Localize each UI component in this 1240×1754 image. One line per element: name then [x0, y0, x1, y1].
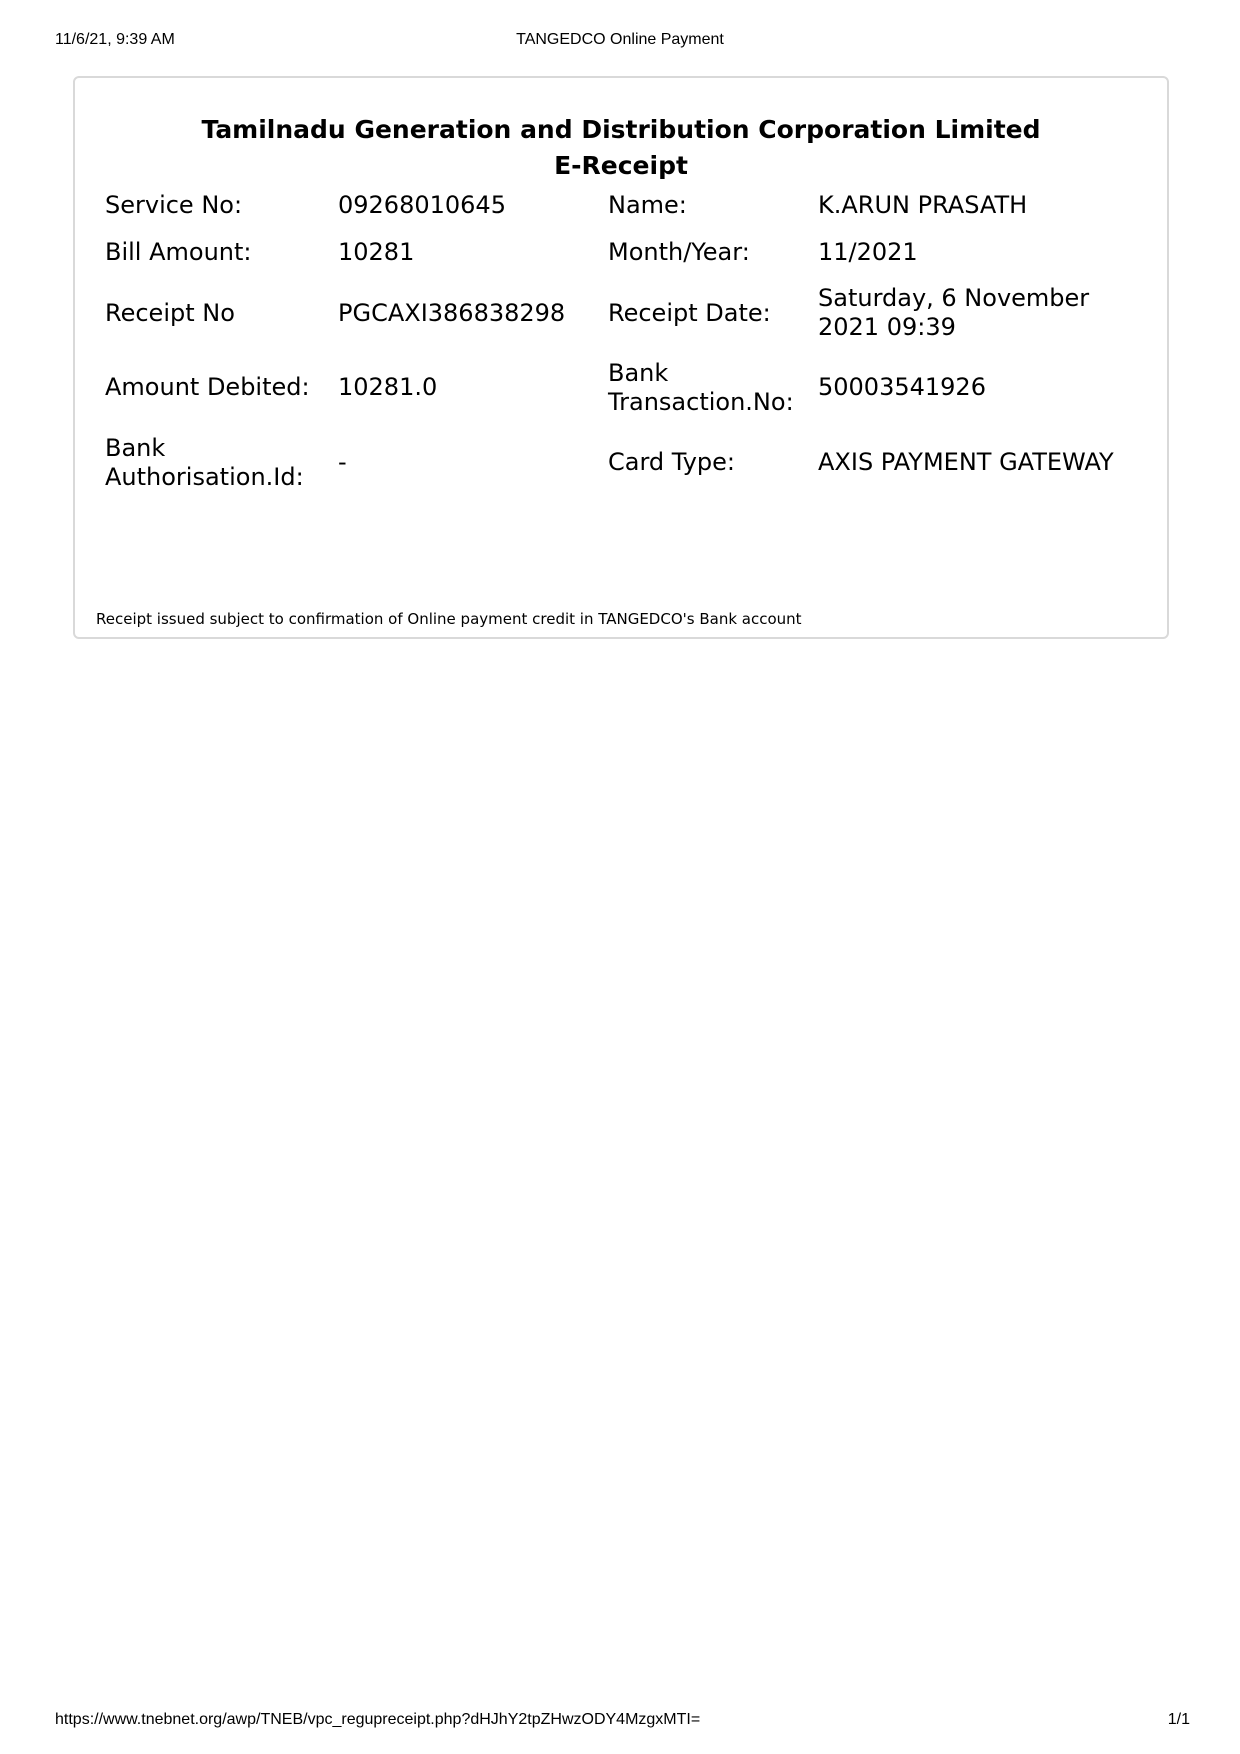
bank-transaction-no-label: Bank Transaction.No:	[608, 358, 794, 416]
print-page-title: TANGEDCO Online Payment	[516, 31, 724, 48]
table-row	[105, 350, 1145, 425]
table-row	[105, 228, 1145, 276]
amount-debited-value: 10281.0	[338, 373, 438, 401]
card-type-label: Card Type:	[608, 448, 735, 476]
bill-amount-label: Bill Amount:	[105, 237, 252, 266]
print-datetime: 11/6/21, 9:39 AM	[55, 31, 175, 48]
table-row	[105, 276, 1145, 350]
receipt-title: Tamilnadu Generation and Distribution Corporation Limited	[201, 115, 1041, 144]
receipt-date-label: Receipt Date:	[608, 298, 771, 327]
receipt-subtitle: E-Receipt	[554, 151, 688, 180]
name-value: K.ARUN PRASATH	[818, 190, 1028, 219]
table-row	[105, 425, 1145, 500]
month-year-value: 11/2021	[818, 237, 918, 266]
receipt-note: Receipt issued subject to confirmation of Online payment credit in TANGEDCO's Bank account	[96, 610, 802, 628]
bank-transaction-no-value: 50003541926	[818, 373, 986, 401]
table-row	[105, 182, 1145, 228]
receipt-no-label: Receipt No	[105, 298, 235, 327]
service-no-value: 09268010645	[338, 190, 506, 219]
service-no-label: Service No:	[105, 190, 243, 219]
name-label: Name:	[608, 190, 687, 219]
receipt-card	[73, 76, 1169, 639]
print-url: https://www.tnebnet.org/awp/TNEB/vpc_regupreceipt.php?dHJhY2tpZHwzODY4MzgxMTI=	[55, 1711, 701, 1728]
card-type-value: AXIS PAYMENT GATEWAY	[818, 448, 1114, 476]
receipt-date-value: Saturday, 6 November 2021 09:39	[818, 284, 1090, 341]
bill-amount-value: 10281	[338, 237, 415, 266]
bank-authorisation-id-value: -	[338, 448, 347, 476]
month-year-label: Month/Year:	[608, 237, 750, 266]
bank-authorisation-id-label: Bank Authorisation.Id:	[105, 433, 304, 491]
print-page-number: 1/1	[1167, 1711, 1190, 1728]
receipt-no-value: PGCAXI386838298	[338, 298, 566, 327]
receipt-details-table	[105, 182, 1145, 500]
amount-debited-label: Amount Debited:	[105, 373, 310, 401]
